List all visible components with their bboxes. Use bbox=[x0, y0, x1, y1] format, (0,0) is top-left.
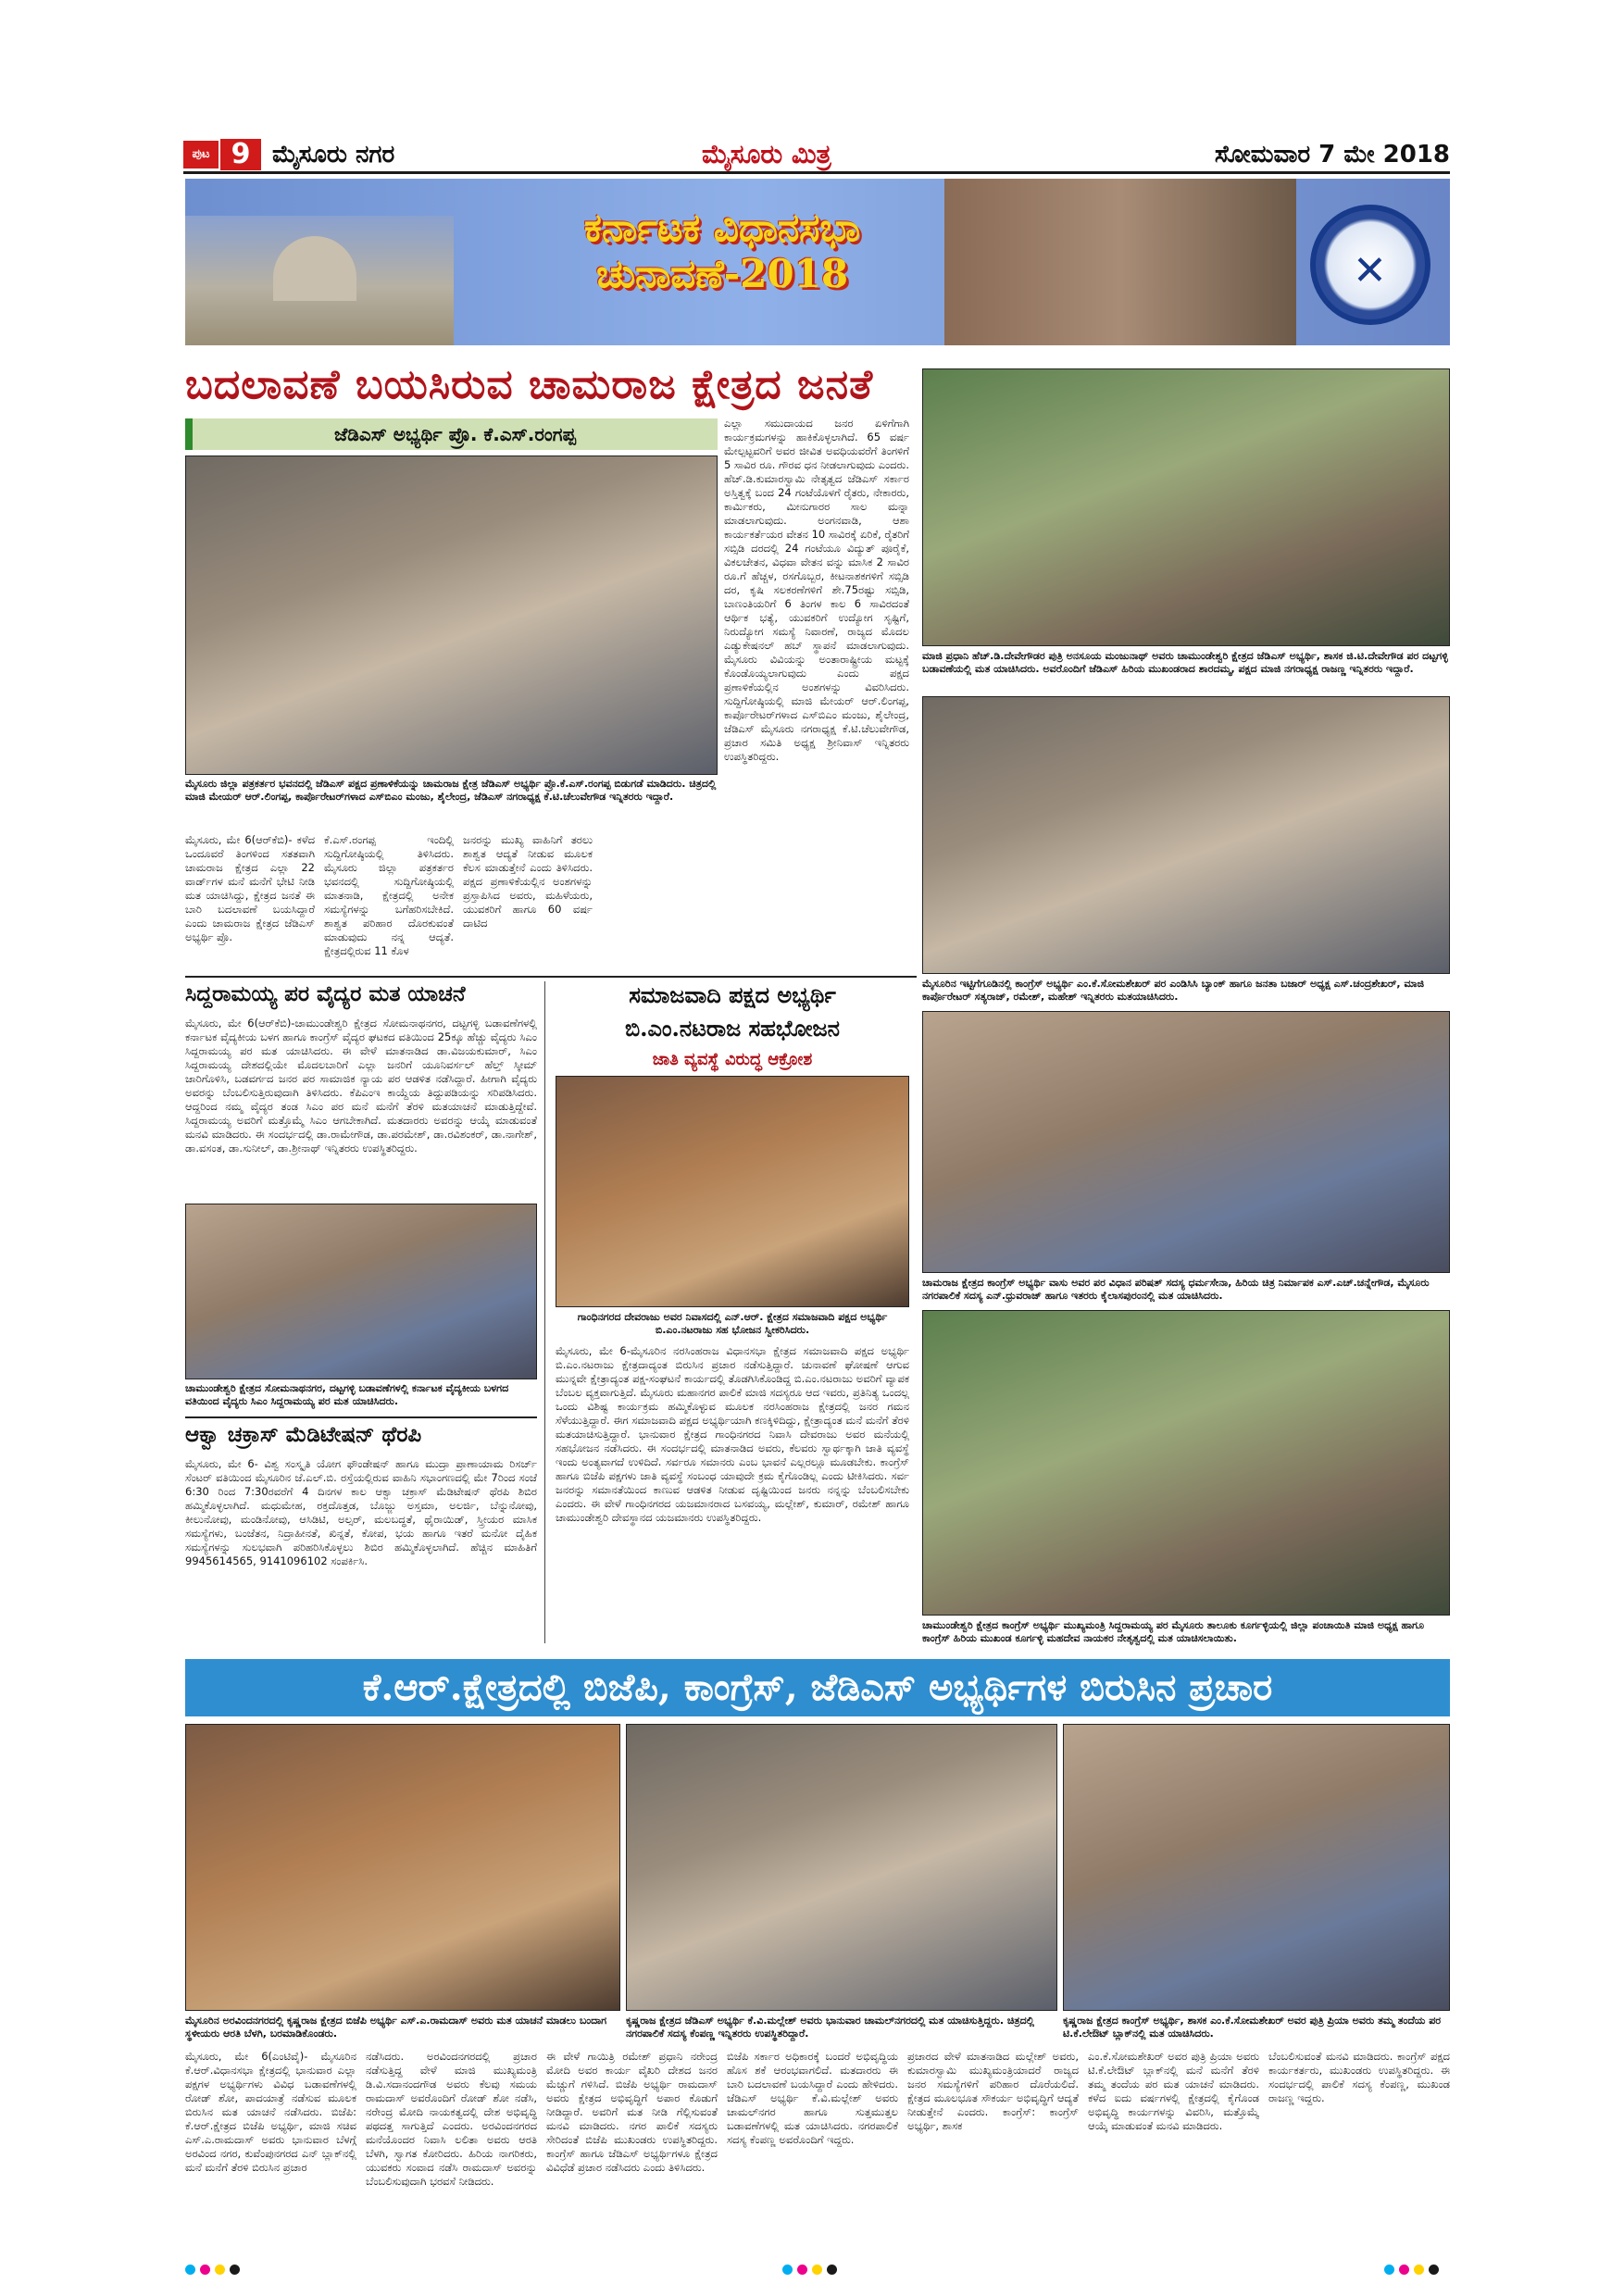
press-meet-photo bbox=[185, 455, 718, 775]
dome-shape bbox=[273, 236, 356, 301]
cyan-dot-icon bbox=[782, 2265, 793, 2275]
bjp-candidate-photo bbox=[185, 1724, 620, 2011]
main-story-col2: ಕೆ.ಎಸ್.ರಂಗಪ್ಪ ಇಂದಿಲ್ಲಿ ಸುದ್ದಿಗೋಷ್ಠಿಯಲ್ಲಿ ತಿಳಿಸಿದರು. ಮೈಸೂರು ಜಿಲ್ಲಾ ಪತ್ರಕರ್ತರ ಭವನದಲ್ಲಿ ಸುದ್ದಿಗೋಷ್ಠಿಯಲ್ಲಿ ಮಾತನಾಡಿ, ಕ್ಷೇತ್ರದಲ್ಲಿ ಅನೇಕ ಸಮಸ್ಯೆಗಳನ್ನು ಬಗೆಹರಿಸಬೇಕಿದೆ. ಶಾಶ್ವತ ಪರಿಹಾರ ದೊರಕುವಂತೆ ಮಾಡುವುದು ನನ್ನ ಆದ್ಯತೆ. ಕ್ಷೇತ್ರದಲ್ಲಿರುವ 11 ಕೊಳ bbox=[324, 833, 454, 957]
jds-candidate-photo bbox=[626, 1724, 1057, 2011]
election-seal-icon bbox=[1310, 205, 1430, 325]
community-meal-photo-caption: ಗಾಂಧಿನಗರದ ದೇವರಾಜು ಅವರ ನಿವಾಸದಲ್ಲಿ ಎನ್.ಆರ್. ಕ್ಷೇತ್ರದ ಸಮಾಜವಾದಿ ಪಕ್ಷದ ಅಭ್ಯರ್ಥಿ ಬಿ.ಎಂ.ನಟರಾಜು ಸಹ ಭೋಜನ ಸ್ವೀಕರಿಸಿದರು. bbox=[577, 1311, 888, 1336]
yellow-dot-icon bbox=[215, 2265, 225, 2275]
magenta-dot-icon bbox=[797, 2265, 807, 2275]
kr-story-col5: ಪ್ರಚಾರದ ವೇಳೆ ಮಾತನಾಡಿದ ಮಲ್ಲೇಶ್ ಅವರು, ಕುಮಾರಸ್ವಾಮಿ ಮುಖ್ಯಮಂತ್ರಿಯಾದರೆ ರಾಜ್ಯದ ಜನರ ಸಮಸ್ಯೆಗಳಿಗೆ ಪರಿಹಾರ ದೊರೆಯಲಿದೆ. ಕ್ಷೇತ್ರದ ಮೂಲಭೂತ ಸೌಕರ್ಯ ಅಭಿವೃದ್ಧಿಗೆ ಆದ್ಯತೆ ನೀಡುತ್ತೇನೆ ಎಂದರು. ಕಾಂಗ್ರೆಸ್: ಕಾಂಗ್ರೆಸ್ ಅಭ್ಯರ್ಥಿ, ಶಾಸಕ bbox=[907, 2050, 1079, 2132]
voters-queue-image bbox=[944, 179, 1296, 345]
congress-campaign-photo-3-caption: ಚಾಮುಂಡೇಶ್ವರಿ ಕ್ಷೇತ್ರದ ಕಾಂಗ್ರೆಸ್ ಅಭ್ಯರ್ಥಿ ಮುಖ್ಯಮಂತ್ರಿ ಸಿದ್ದರಾಮಯ್ಯ ಪರ ಮೈಸೂರು ತಾಲೂಕು ಕೂರ್ಗಳ್ಳಿಯಲ್ಲಿ ಜಿಲ್ಲಾ ಪಂಚಾಯಿತಿ ಮಾಜಿ ಅಧ್ಯಕ್ಷ ಹಾಗೂ ಕಾಂಗ್ರೆಸ್ ಹಿರಿಯ ಮುಖಂಡ ಕೂರ್ಗಳ್ಳಿ ಮಹದೇವ ನಾಯಕರ ನೇತೃತ್ವದಲ್ಲಿ ಮತ ಯಾಚಿಸಲಾಯಿತು. bbox=[922, 1619, 1425, 1644]
aqua-therapy-body: ಮೈಸೂರು, ಮೇ 6- ವಿಶ್ವ ಸಂಸ್ಕೃತಿ ಯೋಗ ಫೌಂಡೇಷನ್ ಹಾಗೂ ಮುದ್ರಾ ಪ್ರಾಣಾಯಾಮ ರಿಸರ್ಚ್ ಸೆಂಟರ್ ವತಿಯಿಂದ ಮೈಸೂರಿನ ಜೆ.ಎಲ್.ಬಿ. ರಸ್ತೆಯಲ್ಲಿರುವ ವಾಹಿನಿ ಸಭಾಂಗಣದಲ್ಲಿ ಮೇ 7ರಿಂದ ಸಂಜೆ 6:30 ರಿಂದ 7:30ರವರೆಗೆ 4 ದಿನಗಳ ಕಾಲ ಆಕ್ವಾ ಚಕ್ರಾಸ್ ಮೆಡಿಟೇಷನ್ ಥೆರಪಿ ಶಿಬಿರ ಹಮ್ಮಿಕೊಳ್ಳಲಾಗಿದೆ. ಮಧುಮೇಹ, ರಕ್ತದೊತ್ತಡ, ಬೊಜ್ಜು ಅಸ್ತಮಾ, ಅಲರ್ಜಿ, ಬೆನ್ನುನೋವು, ಕೀಲುನೋವು, ಮಂಡಿನೋವು, ಆಸಿಡಿಟಿ, ಅಲ್ಸರ್, ಮಲಬದ್ಧತೆ, ಥೈರಾಯಿಡ್, ಸ್ತ್ರೀಯರ ಮಾಸಿಕ ಸಮಸ್ಯೆಗಳು, ಬಂಜೆತನ, ನಿದ್ರಾಹೀನತೆ, ಖಿನ್ನತೆ, ಕೋಪ, ಭಯ ಹಾಗೂ ಇತರೆ ಮನೋ ದೈಹಿಕ ಸಮಸ್ಯೆಗಳನ್ನು ಸುಲಭವಾಗಿ ಪರಿಹರಿಸಿಕೊಳ್ಳಲು ಶಿಬಿರ ಹಮ್ಮಿಕೊಳ್ಳಲಾಗಿದೆ. ಹೆಚ್ಚಿನ ಮಾಹಿತಿಗೆ 9945614565, 9141096102 ಸಂಪರ್ಕಿಸಿ. bbox=[185, 1457, 537, 1567]
kr-story-col7: ಬೆಂಬಲಿಸುವಂತೆ ಮನವಿ ಮಾಡಿದರು. ಕಾಂಗ್ರೆಸ್ ಪಕ್ಷದ ಕಾರ್ಯಕರ್ತರು, ಮುಖಂಡರು ಉಪಸ್ಥಿತರಿದ್ದರು. ಈ ಸಂದರ್ಭದಲ್ಲಿ ಪಾಲಿಕೆ ಸದಸ್ಯ ಕೆಂಪಣ್ಣ, ಮುಖಂಡ ರಾಜಣ್ಣ ಇದ್ದರು. bbox=[1268, 2050, 1450, 2104]
bjp-candidate-photo-caption: ಮೈಸೂರಿನ ಅರವಿಂದನಗರದಲ್ಲಿ ಕೃಷ್ಣರಾಜ ಕ್ಷೇತ್ರದ ಬಿಜೆಪಿ ಅಭ್ಯರ್ಥಿ ಎಸ್.ಎ.ರಾಮದಾಸ್ ಅವರು ಮತ ಯಾಚನೆ ಮಾಡಲು ಬಂದಾಗ ಸ್ಥಳೀಯರು ಆರತಿ ಬೆಳಗಿ, ಬರಮಾಡಿಕೊಂಡರು. bbox=[185, 2015, 607, 2040]
congress-campaign-photo-1-caption: ಮೈಸೂರಿನ ಇಟ್ಟಿಗೆಗೂಡಿನಲ್ಲಿ ಕಾಂಗ್ರೆಸ್ ಅಭ್ಯರ್ಥಿ ಎಂ.ಕೆ.ಸೋಮಶೇಖರ್ ಪರ ಎಂಡಿಸಿಸಿ ಬ್ಯಾಂಕ್ ಹಾಗೂ ಜನತಾ ಬಜಾರ್ ಅಧ್ಯಕ್ಷ ಎಸ್.ಚಂದ್ರಶೇಖರ್, ಮಾಜಿ ಕಾರ್ಪೊರೇಟರ್ ಸತ್ಯರಾಜ್, ರಮೇಶ್, ಮಹೇಶ್ ಇನ್ನಿತರರು ಮತಯಾಚಿಸಿದರು. bbox=[922, 978, 1425, 1003]
congress-candidate-photo-caption: ಕೃಷ್ಣರಾಜ ಕ್ಷೇತ್ರದ ಕಾಂಗ್ರೆಸ್ ಅಭ್ಯರ್ಥಿ, ಶಾಸಕ ಎಂ.ಕೆ.ಸೋಮಶೇಖರ್ ಅವರ ಪುತ್ರಿ ಪ್ರಿಯಾ ಅವರು ತಮ್ಮ ತಂದೆಯ ಪರ ಟಿ.ಕೆ.ಲೇಔಟ್ ಬ್ಲಾಕ್‌ನಲ್ಲಿ ಮತ ಯಾಚಿಸಿದರು. bbox=[1063, 2015, 1442, 2040]
divider bbox=[185, 1416, 537, 1418]
magenta-dot-icon bbox=[200, 2265, 210, 2275]
jds-campaign-photo-caption: ಮಾಜಿ ಪ್ರಧಾನಿ ಹೆಚ್.ಡಿ.ದೇವೇಗೌಡರ ಪುತ್ರಿ ಅನಸೂಯ ಮಂಜುನಾಥ್ ಅವರು ಚಾಮುಂಡೇಶ್ವರಿ ಕ್ಷೇತ್ರದ ಜೆಡಿಎಸ್ ಅಭ್ಯರ್ಥಿ, ಶಾಸಕ ಜಿ.ಟಿ.ದೇವೇಗೌಡ ಪರ ದಟ್ಟಗಳ್ಳಿ ಬಡಾವಣೆಯಲ್ಲಿ ಮತ ಯಾಚಿಸಿದರು. ಅವರೊಂದಿಗೆ ಜೆಡಿಎಸ್ ಹಿರಿಯ ಮುಖಂಡರಾದ ಶಾರದಮ್ಮ, ಪಕ್ಷದ ಮಾಜಿ ನಗರಾಧ್ಯಕ್ಷ ರಾಜಣ್ಣ ಇನ್ನಿತರರು ಇದ್ದಾರೆ. bbox=[922, 650, 1448, 675]
doctors-campaign-photo-caption: ಚಾಮುಂಡೇಶ್ವರಿ ಕ್ಷೇತ್ರದ ಸೋಮನಾಥನಗರ, ದಟ್ಟಗಳ್ಳಿ ಬಡಾವಣೆಗಳಲ್ಲಿ ಕರ್ನಾಟಕ ವೈದ್ಯಕೀಯ ಬಳಗದ ವತಿಯಿಂದ ವೈದ್ಯರು ಸಿಎಂ ಸಿದ್ದರಾಮಯ್ಯ ಪರ ಮತ ಯಾಚಿಸಿದರು. bbox=[185, 1382, 509, 1407]
election-banner bbox=[185, 179, 1450, 345]
congress-campaign-photo-2 bbox=[922, 1011, 1450, 1273]
main-story-col3: ಜನರನ್ನು ಮುಖ್ಯ ವಾಹಿನಿಗೆ ತರಲು ಶಾಶ್ವತ ಆದ್ಯತೆ ನೀಡುವ ಮೂಲಕ ಕೆಲಸ ಮಾಡುತ್ತೇನೆ ಎಂದು ತಿಳಿಸಿದರು. ಪಕ್ಷದ ಪ್ರಣಾಳಿಕೆಯಲ್ಲಿನ ಅಂಶಗಳನ್ನು ಪ್ರಸ್ತಾಪಿಸಿದ ಅವರು, ಮಹಿಳೆಯರು, ಯುವಕರಿಗೆ ಹಾಗೂ 60 ವರ್ಷ ದಾಟಿದ bbox=[463, 833, 593, 930]
press-meet-photo-caption: ಮೈಸೂರು ಜಿಲ್ಲಾ ಪತ್ರಕರ್ತರ ಭವನದಲ್ಲಿ ಜೆಡಿಎಸ್ ಪಕ್ಷದ ಪ್ರಣಾಳಿಕೆಯನ್ನು ಚಾಮರಾಜ ಕ್ಷೇತ್ರ ಜೆಡಿಎಸ್ ಅಭ್ಯರ್ಥಿ ಪ್ರೊ.ಕೆ.ಎಸ್.ರಂಗಪ್ಪ ಬಿಡುಗಡೆ ಮಾಡಿದರು. ಚಿತ್ರದಲ್ಲಿ ಮಾಜಿ ಮೇಯರ್ ಆರ್.ಲಿಂಗಪ್ಪ, ಕಾರ್ಪೊರೇಟರ್‌ಗಳಾದ ಎಸ್‌ಬಿಎಂ ಮಂಜು, ಶೈಲೇಂದ್ರ, ಜೆಡಿಎಸ್ ನಗರಾಧ್ಯಕ್ಷ ಕೆ.ಟಿ.ಚೆಲುವೇಗೌಡ ಇನ್ನಿತರರು ಇದ್ದಾರೆ. bbox=[185, 778, 717, 803]
kr-story-col1: ಮೈಸೂರು, ಮೇ 6(ಎಂಟಿವೈ)- ಮೈಸೂರಿನ ಕೆ.ಆರ್.ವಿಧಾನಸಭಾ ಕ್ಷೇತ್ರದಲ್ಲಿ ಭಾನುವಾರ ಎಲ್ಲಾ ಪಕ್ಷಗಳ ಅಭ್ಯರ್ಥಿಗಳು ವಿವಿಧ ಬಡಾವಣೆಗಳಲ್ಲಿ ರೋಡ್ ಶೋ, ಪಾದಯಾತ್ರೆ ನಡೆಸುವ ಮೂಲಕ ಬಿರುಸಿನ ಮತ ಯಾಚನೆ ನಡೆಸಿದರು. ಬಿಜೆಪಿ: ಕೆ.ಆರ್.ಕ್ಷೇತ್ರದ ಬಿಜೆಪಿ ಅಭ್ಯರ್ಥಿ, ಮಾಜಿ ಸಚಿವ ಎಸ್.ಎ.ರಾಮದಾಸ್ ಅವರು ಭಾನುವಾರ ಬೆಳಗ್ಗೆ ಅರವಿಂದ ನಗರ, ಕುವೆಂಪುನಗರದ ಎನ್ ಬ್ಲಾಕ್‌ನಲ್ಲಿ ಮನೆ ಮನೆಗೆ ತೆರಳಿ ಬಿರುಸಿನ ಪ್ರಚಾರ bbox=[185, 2050, 356, 2174]
yellow-dot-icon bbox=[812, 2265, 822, 2275]
column-rule bbox=[544, 981, 545, 1643]
black-dot-icon bbox=[827, 2265, 837, 2275]
cyan-dot-icon bbox=[1384, 2265, 1394, 2275]
black-dot-icon bbox=[1429, 2265, 1439, 2275]
kr-story-col2: ನಡೆಸಿದರು. ಅರವಿಂದನಗರದಲ್ಲಿ ಪ್ರಚಾರ ನಡೆಸುತ್ತಿದ್ದ ವೇಳೆ ಮಾಜಿ ಮುಖ್ಯಮಂತ್ರಿ ಡಿ.ವಿ.ಸದಾನಂದಗೌಡ ಅವರು ಕೆಲವು ಸಮಯ ರಾಮದಾಸ್ ಅವರೊಂದಿಗೆ ರೋಡ್ ಶೋ ನಡೆಸಿ, ನರೇಂದ್ರ ಮೋದಿ ನಾಯಕತ್ವದಲ್ಲಿ ದೇಶ ಅಭಿವೃದ್ಧಿ ಪಥದತ್ತ ಸಾಗುತ್ತಿದೆ ಎಂದರು. ಅರವಿಂದನಗರದ ಮನೆಯೊಂದರ ನಿವಾಸಿ ಲಲಿತಾ ಅವರು ಆರತಿ ಬೆಳಗಿ, ಸ್ವಾಗತ ಕೋರಿದರು. ಹಿರಿಯ ನಾಗರಿಕರು, ಯುವಕರು ಸಂವಾದ ನಡೆಸಿ ರಾಮದಾಸ್ ಅವರನ್ನು ಬೆಂಬಲಿಸುವುದಾಗಿ ಭರವಸೆ ನೀಡಿದರು. bbox=[366, 2050, 537, 2188]
aqua-therapy-headline: ಆಕ್ವಾ ಚಕ್ರಾಸ್ ಮೆಡಿಟೇಷನ್ ಥೆರಪಿ bbox=[185, 1422, 422, 1447]
page-header bbox=[183, 139, 1450, 174]
congress-campaign-photo-2-caption: ಚಾಮರಾಜ ಕ್ಷೇತ್ರದ ಕಾಂಗ್ರೆಸ್ ಅಭ್ಯರ್ಥಿ ವಾಸು ಅವರ ಪರ ವಿಧಾನ ಪರಿಷತ್ ಸದಸ್ಯ ಧರ್ಮಸೇನಾ, ಹಿರಿಯ ಚಿತ್ರ ನಿರ್ಮಾಪಕ ಎಸ್.ಎಚ್.ಚನ್ನೇಗೌಡ, ಮೈಸೂರು ನಗರಪಾಲಿಕೆ ಸದಸ್ಯ ಎನ್.ಧ್ರುವರಾಜ್ ಹಾಗೂ ಇತರರು ಕೈಲಾಸಪುರಂನಲ್ಲಿ ಮತ ಯಾಚಿಸಿದರು. bbox=[922, 1277, 1430, 1302]
jds-candidate-photo-caption: ಕೃಷ್ಣರಾಜ ಕ್ಷೇತ್ರದ ಜೆಡಿಎಸ್ ಅಭ್ಯರ್ಥಿ ಕೆ.ವಿ.ಮಲ್ಲೇಶ್ ಅವರು ಭಾನುವಾರ ಚಾಮಲ್‌ನಗರದಲ್ಲಿ ಮತ ಯಾಚಿಸುತ್ತಿದ್ದರು. ಚಿತ್ರದಲ್ಲಿ ನಗರಪಾಲಿಕೆ ಸದಸ್ಯ ಕೆಂಪಣ್ಣ ಇನ್ನಿತರರು ಉಪಸ್ಥಿತರಿದ್ದಾರೆ. bbox=[626, 2015, 1034, 2040]
congress-candidate-photo bbox=[1063, 1724, 1450, 2011]
kr-constituency-headline: ಕೆ.ಆರ್.ಕ್ಷೇತ್ರದಲ್ಲಿ ಬಿಜೆಪಿ, ಕಾಂಗ್ರೆಸ್, ಜೆಡಿಎಸ್ ಅಭ್ಯರ್ಥಿಗಳ ಬಿರುಸಿನ ಪ್ರಚಾರ bbox=[185, 1659, 1450, 1716]
print-registration-dots bbox=[782, 2261, 856, 2274]
banner-title bbox=[491, 205, 954, 316]
congress-campaign-photo-3 bbox=[922, 1310, 1450, 1616]
samajwadi-headline-line2: ಬಿ.ಎಂ.ನಟರಾಜ ಸಹಭೋಜನ bbox=[625, 1015, 840, 1042]
kr-story-col4: ಬಿಜೆಪಿ ಸರ್ಕಾರ ಅಧಿಕಾರಕ್ಕೆ ಬಂದರೆ ಅಭಿವೃದ್ಧಿಯ ಹೊಸ ಶಕೆ ಆರಂಭವಾಗಲಿದೆ. ಮತದಾರರು ಈ ಬಾರಿ ಬದಲಾವಣೆ ಬಯಸಿದ್ದಾರೆ ಎಂದು ಹೇಳಿದರು. ಜೆಡಿಎಸ್ ಅಭ್ಯರ್ಥಿ ಕೆ.ವಿ.ಮಲ್ಲೇಶ್ ಅವರು ಚಾಮಲ್‌ನಗರ ಹಾಗೂ ಸುತ್ತಮುತ್ತಲ ಬಡಾವಣೆಗಳಲ್ಲಿ ಮತ ಯಾಚಿಸಿದರು. ನಗರಪಾಲಿಕೆ ಸದಸ್ಯ ಕೆಂಪಣ್ಣ ಅವರೊಂದಿಗೆ ಇದ್ದರು. bbox=[727, 2050, 898, 2146]
kr-story-col6: ಎಂ.ಕೆ.ಸೋಮಶೇಖರ್ ಅವರ ಪುತ್ರಿ ಪ್ರಿಯಾ ಅವರು ಟಿ.ಕೆ.ಲೇಔಟ್ ಬ್ಲಾಕ್‌ನಲ್ಲಿ ಮನೆ ಮನೆಗೆ ತೆರಳಿ ತಮ್ಮ ತಂದೆಯ ಪರ ಮತ ಯಾಚನೆ ಮಾಡಿದರು. ಕಳೆದ ಐದು ವರ್ಷಗಳಲ್ಲಿ ಕ್ಷೇತ್ರದಲ್ಲಿ ಕೈಗೊಂಡ ಅಭಿವೃದ್ಧಿ ಕಾರ್ಯಗಳನ್ನು ವಿವರಿಸಿ, ಮತ್ತೊಮ್ಮೆ ಆಯ್ಕೆ ಮಾಡುವಂತೆ ಮನವಿ ಮಾಡಿದರು. bbox=[1088, 2050, 1259, 2132]
newspaper-masthead: ಮೈಸೂರು ಮಿತ್ರ bbox=[702, 139, 831, 169]
kr-story-col3: ಈ ವೇಳೆ ಗಾಯಿತ್ರಿ ರಮೇಶ್ ಪ್ರಧಾನಿ ನರೇಂದ್ರ ಮೋದಿ ಅವರ ಕಾರ್ಯ ವೈಖರಿ ದೇಶದ ಜನರ ಮೆಚ್ಚುಗೆ ಗಳಿಸಿದೆ. ಬಿಜೆಪಿ ಅಭ್ಯರ್ಥಿ ರಾಮದಾಸ್ ಅವರು ಕ್ಷೇತ್ರದ ಅಭಿವೃದ್ಧಿಗೆ ಅಪಾರ ಕೊಡುಗೆ ನೀಡಿದ್ದಾರೆ. ಅವರಿಗೆ ಮತ ನೀಡಿ ಗೆಲ್ಲಿಸುವಂತೆ ಮನವಿ ಮಾಡಿದರು. ನಗರ ಪಾಲಿಕೆ ಸದಸ್ಯರು ಸೇರಿದಂತೆ ಬಿಜೆಪಿ ಮುಖಂಡರು ಉಪಸ್ಥಿತರಿದ್ದರು. ಕಾಂಗ್ರೆಸ್ ಹಾಗೂ ಜೆಡಿಎಸ್ ಅಭ್ಯರ್ಥಿಗಳೂ ಕ್ಷೇತ್ರದ ವಿವಿಧೆಡೆ ಪ್ರಚಾರ ನಡೆಸಿದರು ಎಂದು ತಿಳಿಸಿದರು. bbox=[546, 2050, 718, 2174]
congress-campaign-photo-1 bbox=[922, 696, 1450, 974]
main-story-col1: ಮೈಸೂರು, ಮೇ 6(ಆರ್‌ಕೆಬಿ)- ಕಳೆದ ಒಂದೂವರೆ ತಿಂಗಳಿಂದ ಸತತವಾಗಿ ಚಾಮರಾಜ ಕ್ಷೇತ್ರದ ಎಲ್ಲಾ 22 ವಾರ್ಡ್‌ಗಳ ಮನೆ ಮನೆಗೆ ಭೇಟಿ ನೀಡಿ ಮತ ಯಾಚಿಸಿದ್ದು, ಕ್ಷೇತ್ರದ ಜನತೆ ಈ ಬಾರಿ ಬದಲಾವಣೆ ಬಯಸಿದ್ದಾರೆ ಎಂದು ಚಾಮರಾಜ ಕ್ಷೇತ್ರದ ಜೆಡಿಎಸ್ ಅಭ್ಯರ್ಥಿ ಪ್ರೊ. bbox=[185, 833, 315, 943]
main-headline: ಬದಲಾವಣೆ ಬಯಸಿರುವ ಚಾಮರಾಜ ಕ್ಷೇತ್ರದ ಜನತೆ bbox=[185, 361, 874, 408]
magenta-dot-icon bbox=[1399, 2265, 1409, 2275]
page-label: ಪುಟ bbox=[183, 141, 219, 168]
banner-title-line1: ಕರ್ನಾಟಕ ವಿಧಾನಸಭಾ bbox=[584, 205, 860, 250]
jds-campaign-photo bbox=[922, 368, 1450, 646]
yellow-dot-icon bbox=[1414, 2265, 1424, 2275]
cyan-dot-icon bbox=[185, 2265, 195, 2275]
section-title: ಮೈಸೂರು ನಗರ bbox=[272, 141, 395, 168]
samajwadi-body: ಮೈಸೂರು, ಮೇ 6-ಮೈಸೂರಿನ ನರಸಿಂಹರಾಜ ವಿಧಾನಸಭಾ ಕ್ಷೇತ್ರದ ಸಮಾಜವಾದಿ ಪಕ್ಷದ ಅಭ್ಯರ್ಥಿ ಬಿ.ಎಂ.ನಟರಾಜು ಕ್ಷೇತ್ರದಾದ್ಯಂತ ಬಿರುಸಿನ ಪ್ರಚಾರ ನಡೆಸುತ್ತಿದ್ದಾರೆ. ಚುನಾವಣೆ ಘೋಷಣೆ ಆಗುವ ಮುನ್ನವೇ ಕ್ಷೇತ್ರಾದ್ಯಂತ ಪಕ್ಷ-ಸಂಘಟನೆ ಕಾರ್ಯದಲ್ಲಿ ತೊಡಗಿಸಿಕೊಂಡಿದ್ದ ಬಿ.ಎಂ.ನಟರಾಜು ಅವರಿಗೆ ವ್ಯಾಪಕ ಬೆಂಬಲ ವ್ಯಕ್ತವಾಗುತ್ತಿದೆ. ಮೈಸೂರು ಮಹಾನಗರ ಪಾಲಿಕೆ ಮಾಜಿ ಸದಸ್ಯರೂ ಆದ ಇವರು, ಪ್ರತಿನಿತ್ಯ ಒಂದಲ್ಲ ಒಂದು ವಿಶಿಷ್ಟ ಕಾರ್ಯಕ್ರಮ ಹಮ್ಮಿಕೊಳ್ಳುವ ಮೂಲಕ ನರಸಿಂಹರಾಜ ಕ್ಷೇತ್ರದಲ್ಲಿ ಜನರ ಗಮನ ಸೆಳೆಯುತ್ತಿದ್ದಾರೆ. ಈಗ ಸಮಾಜವಾದಿ ಪಕ್ಷದ ಅಭ್ಯರ್ಥಿಯಾಗಿ ಕಣಕ್ಕಿಳಿದಿದ್ದು, ಕ್ಷೇತ್ರಾದ್ಯಂತ ಮನೆ ಮನೆಗೆ ತೆರಳಿ ಮತಯಾಚಿಸುತ್ತಿದ್ದಾರೆ. ಭಾನುವಾರ ಕ್ಷೇತ್ರದ ಗಾಂಧಿನಗರದ ನಿವಾಸಿ ದೇವರಾಜು ಅವರ ಮನೆಯಲ್ಲಿ ಸಹಭೋಜನ ನಡೆಸಿದರು. ಈ ಸಂದರ್ಭದಲ್ಲಿ ಮಾತನಾಡಿದ ಅವರು, ಕೆಲವರು ಸ್ವಾರ್ಥಕ್ಕಾಗಿ ಜಾತಿ ವ್ಯವಸ್ಥೆ ಇಂದು ಅಂತ್ಯವಾಗದೆ ಉಳಿದಿದೆ. ಸರ್ವರೂ ಸಮಾನರು ಎಂಬ ಭಾವನೆ ಎಲ್ಲರಲ್ಲೂ ಮೂಡಬೇಕು. ಕಾಂಗ್ರೆಸ್ ಹಾಗೂ ಬಿಜೆಪಿ ಪಕ್ಷಗಳು ಜಾತಿ ವ್ಯವಸ್ಥೆ ಸಂಬಂಧ ಯಾವುದೇ ಕ್ರಮ ಕೈಗೊಂಡಿಲ್ಲ ಎಂದು ಟೀಕಿಸಿದರು. ಸರ್ವ ಜನರನ್ನು ಸಮಾನತೆಯಿಂದ ಕಾಣುವ ಆಡಳಿತ ನೀಡುವ ದೃಷ್ಟಿಯಿಂದ ಜನರು ನನ್ನನ್ನು ಬೆಂಬಲಿಸಬೇಕು ಎಂದರು. ಈ ವೇಳೆ ಗಾಂಧಿನಗರದ ಯಜಮಾನರಾದ ಬಸವಯ್ಯ, ಮಲ್ಲೇಶ್, ಕುಮಾರ್, ರಮೇಶ್ ಹಾಗೂ ಚಾಮುಂಡೇಶ್ವರಿ ದೇವಸ್ಥಾನದ ಯಜಮಾನರು ಉಪಸ್ಥಿತರಿದ್ದರು. bbox=[556, 1344, 909, 1524]
voting-mark-icon: ✕ bbox=[1353, 247, 1387, 294]
samajwadi-headline-line1: ಸಮಾಜವಾದಿ ಪಕ್ಷದ ಅಭ್ಯರ್ಥಿ bbox=[629, 981, 836, 1008]
doctors-campaign-headline: ಸಿದ್ದರಾಮಯ್ಯ ಪರ ವೈದ್ಯರ ಮತ ಯಾಚನೆ bbox=[185, 981, 466, 1006]
divider bbox=[185, 976, 917, 978]
black-dot-icon bbox=[230, 2265, 240, 2275]
doctors-campaign-photo bbox=[185, 1204, 537, 1379]
banner-title-line2: ಚುನಾವಣೆ-2018 bbox=[595, 251, 849, 296]
samajwadi-subheadline: ಜಾತಿ ವ್ಯವಸ್ಥೆ ವಿರುದ್ಧ ಆಕ್ರೋಶ bbox=[652, 1050, 813, 1069]
issue-date: ಸೋಮವಾರ 7 ಮೇ 2018 bbox=[1214, 141, 1450, 168]
main-story-col4: ಎಲ್ಲಾ ಸಮುದಾಯದ ಜನರ ಏಳಿಗೆಗಾಗಿ ಕಾರ್ಯಕ್ರಮಗಳನ್ನು ಹಾಕಿಕೊಳ್ಳಲಾಗಿದೆ. 65 ವರ್ಷ ಮೇಲ್ಪಟ್ಟವರಿಗೆ ಅವರ ಜೀವಿತ ಅವಧಿಯವರೆಗೆ ತಿಂಗಳಿಗೆ 5 ಸಾವಿರ ರೂ. ಗೌರವ ಧನ ನೀಡಲಾಗುವುದು ಎಂದರು. ಹೆಚ್.ಡಿ.ಕುಮಾರಸ್ವಾಮಿ ನೇತೃತ್ವದ ಜೆಡಿಎಸ್ ಸರ್ಕಾರ ಅಸ್ತಿತ್ವಕ್ಕೆ ಬಂದ 24 ಗಂಟೆಯೊಳಗೆ ರೈತರು, ನೇಕಾರರು, ಕಾರ್ಮಿಕರು, ಮೀನುಗಾರರ ಸಾಲ ಮನ್ನಾ ಮಾಡಲಾಗುವುದು. ಅಂಗನವಾಡಿ, ಆಶಾ ಕಾರ್ಯಕರ್ತೆಯರ ವೇತನ 10 ಸಾವಿರಕ್ಕೆ ಏರಿಕೆ, ರೈತರಿಗೆ ಸಬ್ಸಿಡಿ ದರದಲ್ಲಿ 24 ಗಂಟೆಯೂ ವಿದ್ಯುತ್ ಪೂರೈಕೆ, ವಿಕಲಚೇತನ, ವಿಧವಾ ವೇತನ ವನ್ನು ಮಾಸಿಕ 2 ಸಾವಿರ ರೂ.ಗೆ ಹೆಚ್ಚಳ, ರಸಗೊಬ್ಬರ, ಕೀಟನಾಶಕಗಳಿಗೆ ಸಬ್ಸಿಡಿ ದರ, ಕೃಷಿ ಸಲಕರಣೆಗಳಿಗೆ ಶೇ.75ರಷ್ಟು ಸಬ್ಸಿಡಿ, ಬಾಣಂತಿಯರಿಗೆ 6 ತಿಂಗಳ ಕಾಲ 6 ಸಾವಿರದಂತೆ ಆರ್ಥಿಕ ಭತ್ಯೆ, ಯುವಕರಿಗೆ ಉದ್ಯೋಗ ಸೃಷ್ಟಿಗೆ, ನಿರುದ್ಯೋಗ ಸಮಸ್ಯೆ ನಿವಾರಣೆ, ರಾಜ್ಯದ ಮೊದಲ ಎಡ್ಯುಕೇಷನಲ್ ಹಬ್ ಸ್ಥಾಪನೆ ಮಾಡಲಾಗುವುದು. ಮೈಸೂರು ವಿವಿಯನ್ನು ಅಂತಾರಾಷ್ಟ್ರೀಯ ಮಟ್ಟಕ್ಕೆ ಕೊಂಡೊಯ್ಯಲಾಗುವುದು ಎಂದು ಪಕ್ಷದ ಪ್ರಣಾಳಿಕೆಯಲ್ಲಿನ ಅಂಶಗಳನ್ನು ವಿವರಿಸಿದರು. ಸುದ್ದಿಗೋಷ್ಠಿಯಲ್ಲಿ ಮಾಜಿ ಮೇಯರ್ ಆರ್.ಲಿಂಗಪ್ಪ, ಕಾರ್ಪೊರೇಟರ್‌ಗಳಾದ ಎಸ್‌ಬಿಎಂ ಮಂಜು, ಶೈಲೇಂದ್ರ, ಜೆಡಿಎಸ್ ಮೈಸೂರು ನಗರಾಧ್ಯಕ್ಷ ಕೆ.ಟಿ.ಚೆಲುವೇಗೌಡ, ಪ್ರಚಾರ ಸಮಿತಿ ಅಧ್ಯಕ್ಷ ಶ್ರೀನಿವಾಸ್ ಇನ್ನಿತರರು ಉಪಸ್ಥಿತರಿದ್ದರು. bbox=[724, 417, 909, 763]
page-number: 9 bbox=[220, 139, 261, 170]
print-registration-dots bbox=[1384, 2261, 1458, 2274]
vidhana-soudha-image bbox=[185, 216, 454, 345]
print-registration-dots bbox=[185, 2261, 259, 2274]
main-subheadline: ಜೆಡಿಎಸ್ ಅಭ್ಯರ್ಥಿ ಪ್ರೊ. ಕೆ.ಎಸ್.ರಂಗಪ್ಪ bbox=[185, 418, 718, 450]
doctors-campaign-body: ಮೈಸೂರು, ಮೇ 6(ಆರ್‌ಕೆಬಿ)-ಚಾಮುಂಡೇಶ್ವರಿ ಕ್ಷೇತ್ರದ ಸೋಮನಾಥನಗರ, ದಟ್ಟಗಳ್ಳಿ ಬಡಾವಣೆಗಳಲ್ಲಿ ಕರ್ನಾಟಕ ವೈದ್ಯಕೀಯ ಬಳಗ ಹಾಗೂ ಕಾಂಗ್ರೆಸ್ ವೈದ್ಯರ ಘಟಕದ ವತಿಯಿಂದ 25ಕ್ಕೂ ಹೆಚ್ಚು ವೈದ್ಯರು ಸಿಎಂ ಸಿದ್ದರಾಮಯ್ಯ ಪರ ಮತ ಯಾಚಿಸಿದರು. ಈ ವೇಳೆ ಮಾತನಾಡಿದ ಡಾ.ವಿಜಯಕುಮಾರ್, ಸಿಎಂ ಸಿದ್ದರಾಮಯ್ಯ ದೇಶದಲ್ಲಿಯೇ ಮೊದಲಬಾರಿಗೆ ಎಲ್ಲಾ ಜನರಿಗೆ ಯೂನಿವರ್ಸಲ್ ಹೆಲ್ತ್ ಸ್ಕೀಮ್ ಜಾರಿಗೊಳಿಸಿ, ಬಡವರ್ಗದ ಜನರ ಪರ ಸಾಮಾಜಿಕ ನ್ಯಾಯ ಪರ ಆಡಳಿತ ನಡೆಸಿದ್ದಾರೆ. ಹೀಗಾಗಿ ವೈದ್ಯರು ಅವರನ್ನು ಬೆಂಬಲಿಸುತ್ತಿರುವುದಾಗಿ ತಿಳಿಸಿದರು. ಕೆಪಿಎಂಇ ಕಾಯ್ದೆಯ ತಿದ್ದುಪಡಿಯನ್ನು ಸರಿಪಡಿಸಿದರು. ಆದ್ದರಿಂದ ನಮ್ಮ ವೈದ್ಯರ ತಂಡ ಸಿಎಂ ಪರ ಮನೆ ಮನೆಗೆ ತೆರಳಿ ಮತಯಾಚನೆ ಮಾಡುತ್ತಿದ್ದೇವೆ. ಸಿದ್ದರಾಮಯ್ಯ ಅವರಿಗೆ ಮತ್ತೊಮ್ಮೆ ಸಿಎಂ ಆಗಬೇಕಾಗಿದೆ. ಮತದಾರರು ಅವರನ್ನು ಆಯ್ಕೆ ಮಾಡುವಂತೆ ಮನವಿ ಮಾಡಿದರು. ಈ ಸಂದರ್ಭದಲ್ಲಿ ಡಾ.ರಾಮೇಗೌಡ, ಡಾ.ಪರಮೇಶ್, ಡಾ.ರವಿಶಂಕರ್, ಡಾ.ನಾಗೇಶ್, ಡಾ.ವಸಂತ, ಡಾ.ಸುನೀಲ್, ಡಾ.ಶ್ರೀನಾಥ್ ಇನ್ನಿತರರು ಉಪಸ್ಥಿತರಿದ್ದರು. bbox=[185, 1017, 537, 1154]
community-meal-photo bbox=[556, 1076, 909, 1307]
